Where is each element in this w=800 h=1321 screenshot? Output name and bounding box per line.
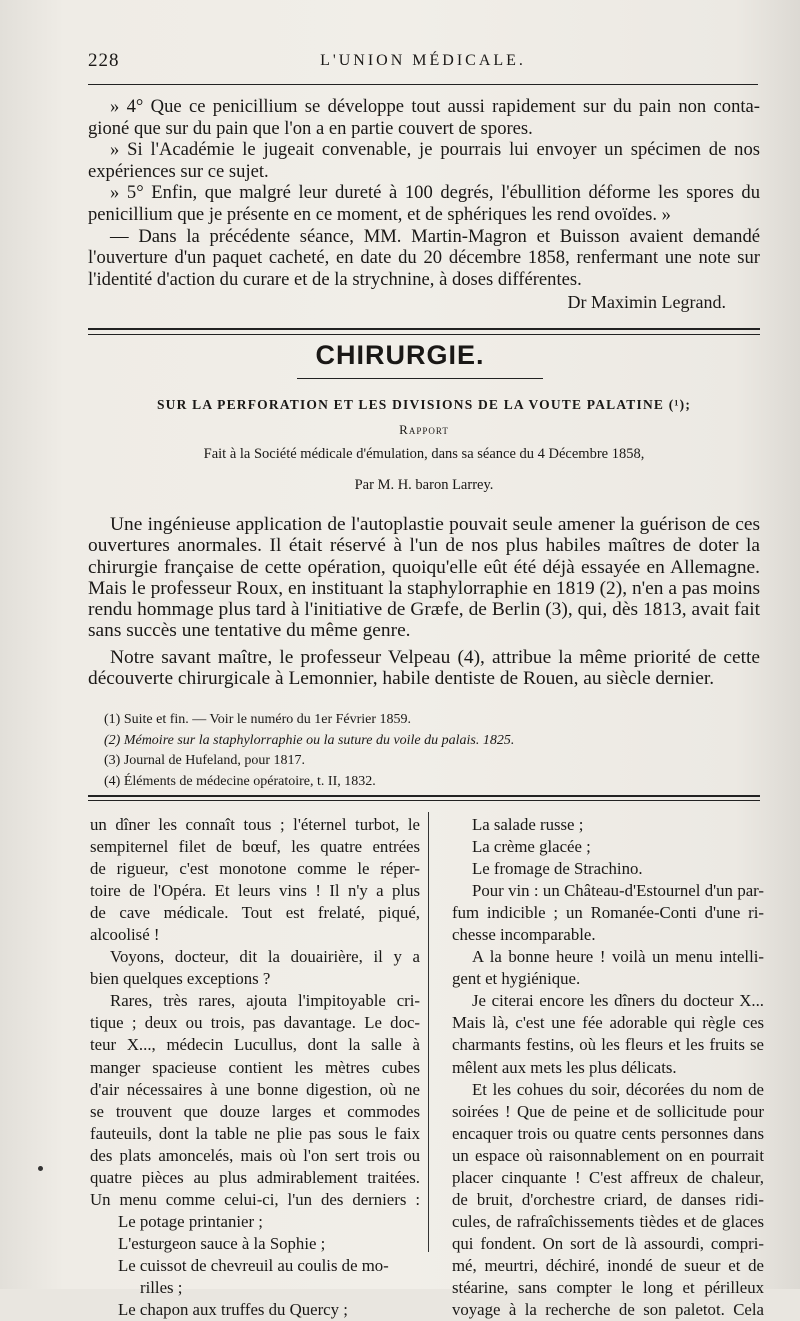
text-line: » Si l'Académie le jugeait convenable, je pourrais lui envoyer un spécimen de nos: [110, 139, 760, 161]
column-divider: [428, 812, 429, 1252]
text-line: tique ; deux ou trois, pas davantage. Le doc-: [90, 1013, 420, 1033]
text-line: quatre pièces au plus admirablement traitées.: [90, 1167, 420, 1187]
menu-item: La crème glacée ;: [472, 837, 591, 857]
text-line: se trouvent que douze larges et commodes: [90, 1101, 420, 1121]
menu-item: L'esturgeon sauce à la Sophie ;: [118, 1233, 326, 1253]
menu-item: Le fromage de Strachino.: [472, 859, 643, 879]
text-line: voyage à la recherche de son paletot. Cela: [452, 1300, 764, 1320]
text-line: des plats amoncelés, mais où l'on sert trois ou: [90, 1145, 420, 1165]
footnote: (4) Éléments de médecine opératoire, t. II, 1832.: [104, 773, 376, 789]
text-line: Une ingénieuse application de l'autoplastie pouvait seule amener la guérison de ces: [110, 514, 760, 535]
running-title: L'UNION MÉDICALE.: [320, 52, 526, 69]
text-line: manger spacieuse contient les mètres cubes: [90, 1057, 420, 1077]
article-author: Par M. H. baron Larrey.: [354, 477, 494, 493]
text-line: chirurgie française de cette opération, quoiqu'elle eût été déjà essayée en Allemagne.: [88, 556, 760, 578]
footnote: (2) Mémoire sur la staphylorraphie ou la suture du voile du palais. 1825.: [104, 732, 515, 748]
feuilleton-rule: [88, 795, 760, 801]
text-line: découverte chirurgicale à Lemonnier, habile dentiste de Rouen, au siècle dernier.: [88, 668, 715, 690]
text-line: Voyons, docteur, dit la douairière, il y a: [110, 947, 420, 967]
menu-item: La salade russe ;: [472, 815, 584, 834]
intro-paragraph: [88, 139, 760, 182]
text-line: cules, de rafraîchissements tièdes et de glaces: [452, 1211, 764, 1231]
text-line: toire de l'Opéra. Et leurs vins ! Il n'y a plus: [90, 881, 420, 901]
text-line: fait sans succès une tentative du même genre.: [88, 599, 760, 642]
text-line: A la bonne heure ! voilà un menu intelli-: [472, 947, 764, 967]
text-line: Et les cohues du soir, décorées du nom de: [472, 1079, 764, 1099]
text-line: de bruit, d'orchestre criard, de danses ridi-: [452, 1189, 764, 1209]
text-line: gioné que sur du pain que l'on a en partie couvert de spores.: [88, 117, 533, 139]
text-line: Pour vin : un Château-d'Estournel d'un par-: [472, 881, 764, 901]
text-line: stéarine, sans compter le long et périlleux: [452, 1277, 764, 1297]
text-line: sur l'identité d'action du curare et de la strychnine, à doses différentes.: [88, 247, 760, 290]
footnote: (1) Suite et fin. — Voir le numéro du 1er Février 1859.: [104, 712, 412, 727]
menu-item: Le potage printanier ;: [118, 1211, 263, 1231]
text-line: — Dans la précédente séance, MM. Martin-Magron et Buisson avaient demandé: [110, 225, 760, 247]
article-title: SUR LA PERFORATION ET LES DIVISIONS DE LA VOUTE PALATINE (¹);: [156, 397, 692, 412]
intro-paragraph: [88, 226, 760, 291]
menu-item: rilles ;: [140, 1277, 183, 1297]
intro-paragraph: [88, 182, 760, 225]
text-line: expériences sur ce sujet.: [88, 160, 269, 182]
menu-item: Le chapon aux truffes du Quercy ;: [118, 1300, 348, 1320]
text-line: alcoolisé !: [90, 925, 160, 945]
intro-paragraph: [88, 96, 760, 139]
section-heading: CHIRURGIE.: [315, 340, 485, 370]
text-line: un dîner les connaît tous ; l'éternel turbot, le: [90, 815, 420, 834]
text-line: de cave médicale. Tout est frelaté, piqué,: [90, 903, 420, 923]
article-context: Fait à la Société médicale d'émulation, dans sa séance du 4 Décembre 1858,: [203, 446, 645, 462]
text-line: d'air nécessaires à une bonne digestion, où ne: [90, 1079, 420, 1099]
text-line: gent et hygiénique.: [452, 969, 581, 989]
article-body: [88, 514, 760, 689]
page-header: [88, 50, 758, 78]
text-line: Rares, très rares, ajouta l'impitoyable cri-: [110, 991, 420, 1011]
footnotes: [104, 710, 754, 792]
text-line: rendu hommage plus tard à l'initiative de Græfe, de Berlin (3), qui, dès 1813, avait: [88, 599, 730, 621]
text-line: Notre savant maître, le professeur Velpeau (4), attribue la même priorité de cette: [110, 646, 760, 668]
text-line: Mais le professeur Roux, en instituant la staphylorraphie en 1819 (2), n'en a pas moins: [88, 577, 760, 599]
text-line: charmants festins, où les fleurs et les fruits se: [452, 1035, 764, 1055]
text-line: sempiternel filet de bœuf, les quatre entrées: [90, 837, 420, 857]
feuilleton-left-column: [90, 814, 420, 1321]
feuilleton-right-column: [452, 814, 764, 1321]
signature: Dr Maximin Legrand.: [567, 292, 726, 313]
text-line: teur X..., médecin Lucullus, dont la salle à: [90, 1035, 420, 1055]
rapport-label: Rapport: [399, 422, 449, 437]
text-line: Un menu comme celui-ci, l'un des derniers :: [90, 1189, 420, 1209]
text-line: placer cinquante ! C'est affreux de chaleur,: [452, 1167, 764, 1187]
text-line: penicillium que je présente en ce moment, et de sphériques les rend ovoïdes. »: [88, 203, 671, 225]
footnote: (3) Journal de Hufeland, pour 1817.: [104, 753, 306, 769]
header-rule: [88, 84, 758, 85]
text-line: fum indicible ; un Romanée-Conti d'une ri-: [452, 903, 764, 923]
ink-mark: [38, 1166, 43, 1171]
text-line: mé, meurtri, déchiré, inondé de sueur et de: [452, 1255, 764, 1275]
text-line: fauteuils, dont la table ne plie pas sous le faix: [90, 1123, 420, 1143]
text-line: chesse incomparable.: [452, 925, 596, 945]
text-line: Je citerai encore les dîners du docteur X...: [472, 991, 764, 1011]
text-line: soirées ! Que de peine et de sollicitude pour: [452, 1101, 764, 1121]
text-line: un espace où raisonnablement on en pourrait: [452, 1145, 764, 1165]
text-line: ouvertures anormales. Il était réservé à l'un de nos plus habiles maîtres de doter la: [88, 535, 760, 557]
text-line: qui fondent. On sort de là assourdi, compri-: [452, 1233, 764, 1253]
article-paragraph: [88, 514, 760, 642]
text-line: encaquer trois ou quatre cents personnes dans: [452, 1123, 764, 1143]
article-paragraph: [88, 647, 760, 690]
intro-text: [88, 96, 760, 313]
section-rule: [88, 328, 760, 335]
text-line: l'ouverture d'un paquet cacheté, en date du 20 décembre 1858, renfermant une note: [88, 247, 731, 269]
text-line: mêlent aux mets les plus délicats.: [452, 1057, 677, 1077]
heading-underline: [297, 378, 543, 379]
page-number: 228: [88, 50, 120, 71]
text-line: de rigueur, c'est monotone comme le réper-: [90, 859, 420, 879]
text-line: » 4° Que ce penicillium se développe tout aussi rapidement sur du pain non conta-: [110, 96, 760, 117]
text-line: bien quelques exceptions ?: [90, 969, 271, 989]
text-line: » 5° Enfin, que malgré leur dureté à 100 degrés, l'ébullition déforme les spores du: [110, 182, 760, 204]
menu-item: Le cuissot de chevreuil au coulis de mo-: [118, 1255, 389, 1275]
text-line: Mais là, c'est une fée adorable qui règle ces: [452, 1013, 764, 1033]
